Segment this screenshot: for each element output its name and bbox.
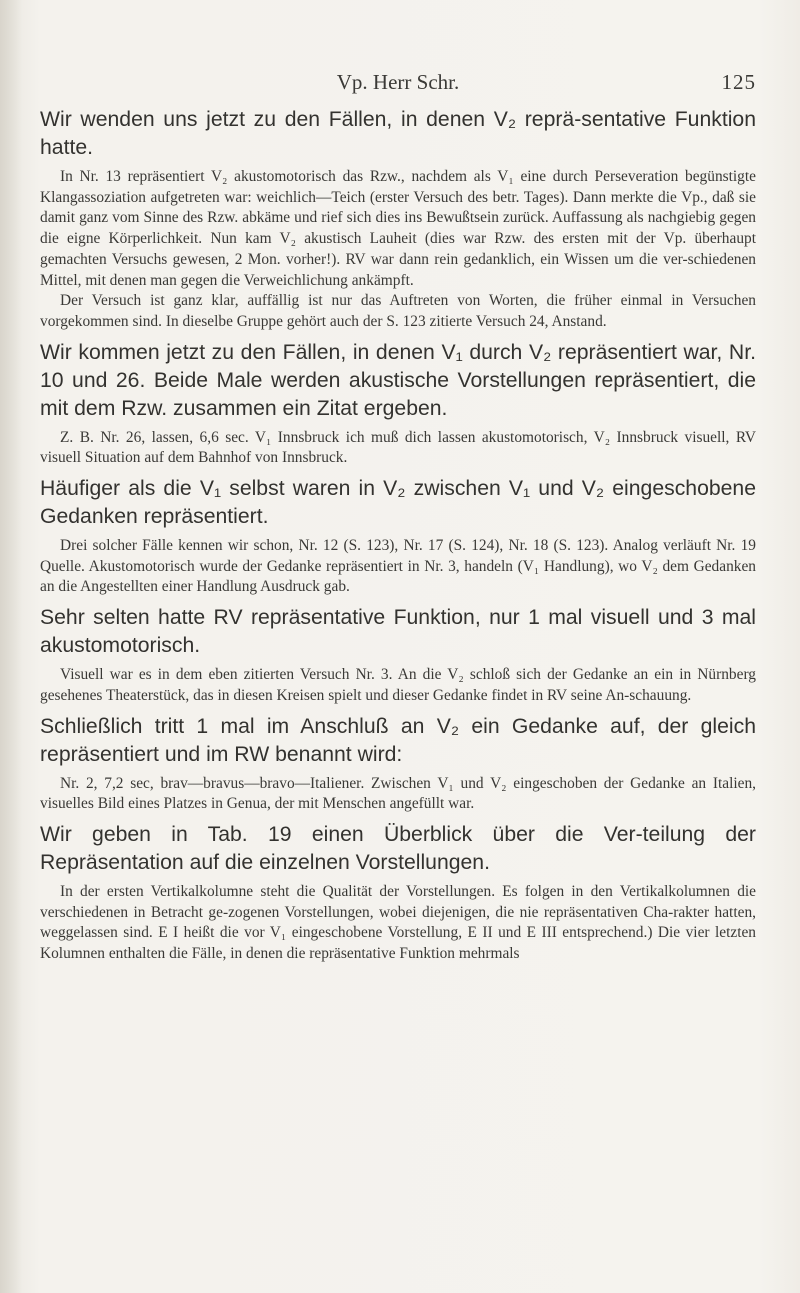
body-paragraph-3: Z. B. Nr. 26, lassen, 6,6 sec. V₁ Innsbruck ich muß dich lassen akustomotorisch, V₂ Innsbruck visuell, RV visuell Situation auf dem Bahnhof von Innsbruck. bbox=[40, 428, 756, 467]
running-header bbox=[40, 58, 756, 92]
page-content bbox=[40, 58, 756, 965]
lead-paragraph-5: Schließlich tritt 1 mal im Anschluß an V₂ ein Gedanke auf, der gleich repräsentiert und im RW benannt wird: bbox=[40, 714, 756, 766]
page-spine-shadow bbox=[0, 0, 22, 1293]
lead-paragraph-6: Wir geben in Tab. 19 einen Überblick über die Ver-teilung der Repräsentation auf die einzelnen Vorstellungen. bbox=[40, 822, 756, 874]
lead-paragraph-1: Wir wenden uns jetzt zu den Fällen, in denen V₂ reprä-sentative Funktion hatte. bbox=[40, 108, 756, 159]
body-paragraph-4: Drei solcher Fälle kennen wir schon, Nr. 12 (S. 123), Nr. 17 (S. 124), Nr. 18 (S. 123). Analog verläuft Nr. 19 Quelle. Akustomotorisch wurde der Gedanke repräsentiert in Nr. 3, handeln (V₁ Handlung), wo V₂ dem Gedanken an die Angestellten einer Handlung Ausdruck gab. bbox=[40, 537, 756, 596]
body-paragraph-2: Der Versuch ist ganz klar, auffällig ist nur das Auftreten von Worten, die früher einmal in Versuchen vorgekommen sind. In dieselbe Gruppe gehört auch der S. 123 zitierte Versuch 24, Anstand. bbox=[40, 292, 756, 330]
body-paragraph-7: In der ersten Vertikalkolumne steht die Qualität der Vorstellungen. Es folgen in den Vertikalkolumnen die verschiedenen in Betracht ge-zogenen Vorstellungen, wobei diejenigen, die nie repräsentativen Cha-rakter hatten, weggelassen sind. E I heißt die vor V₁ eingeschobene Vorstellung, E II und E III entsprechend.) Die vier letzten Kolumnen enthalten die Fälle, in denen die repräsentative Funktion mehrmals bbox=[40, 882, 756, 963]
body-paragraph-5: Visuell war es in dem eben zitierten Versuch Nr. 3. An die V₂ schloß sich der Gedanke an ein in Nürnberg gesehenes Theaterstück, das in diesen Kreisen spielt und dieser Gedanke findet in RV seine An-schauung. bbox=[40, 666, 756, 704]
page-number: 125 bbox=[721, 70, 756, 94]
body-paragraph-1: In Nr. 13 repräsentiert V₂ akustomotorisch das Rzw., nachdem als V₁ eine durch Perseveration begünstigte Klangassoziation aufgetreten war: weichlich—Teich (erster Versuch des betr. Tages). Dann merkte die Vp., daß sie damit ganz vom Sinne des Rzw. abkäme und rief sich dies ins Bewußtsein zurück. Auffassung als nachgiebig gegen die eigne Körperlichkeit. Nun kam V₂ akustisch Lauheit (dies war Rzw. des ersten mit der Vp. überhaupt gemachten Versuchs gewesen, 2 Mon. vorher!). RV war dann rein gedanklich, ein Wissen um die ver-schiedenen Mittel, mit denen man gegen die Verweichlichung ankämpft. bbox=[40, 168, 756, 289]
lead-paragraph-4: Sehr selten hatte RV repräsentative Funktion, nur 1 mal visuell und 3 mal akustomotorisch. bbox=[40, 606, 756, 658]
running-title: Vp. Herr Schr. bbox=[336, 70, 460, 94]
lead-paragraph-3: Häufiger als die V₁ selbst waren in V₂ zwischen V₁ und V₂ eingeschobene Gedanken repräsentiert. bbox=[40, 477, 756, 529]
lead-paragraph-2: Wir kommen jetzt zu den Fällen, in denen V₁ durch V₂ repräsentiert war, Nr. 10 und 26. Beide Male werden akustische Vorstellungen repräsentiert, die mit dem Rzw. zusammen ein Zitat ergeben. bbox=[40, 340, 756, 420]
body-paragraph-6: Nr. 2, 7,2 sec, brav—bravus—bravo—Italiener. Zwischen V₁ und V₂ eingeschoben der Gedanke an Italien, visuelles Bild eines Platzes in Genua, der mit Menschen angefüllt war. bbox=[40, 774, 756, 813]
